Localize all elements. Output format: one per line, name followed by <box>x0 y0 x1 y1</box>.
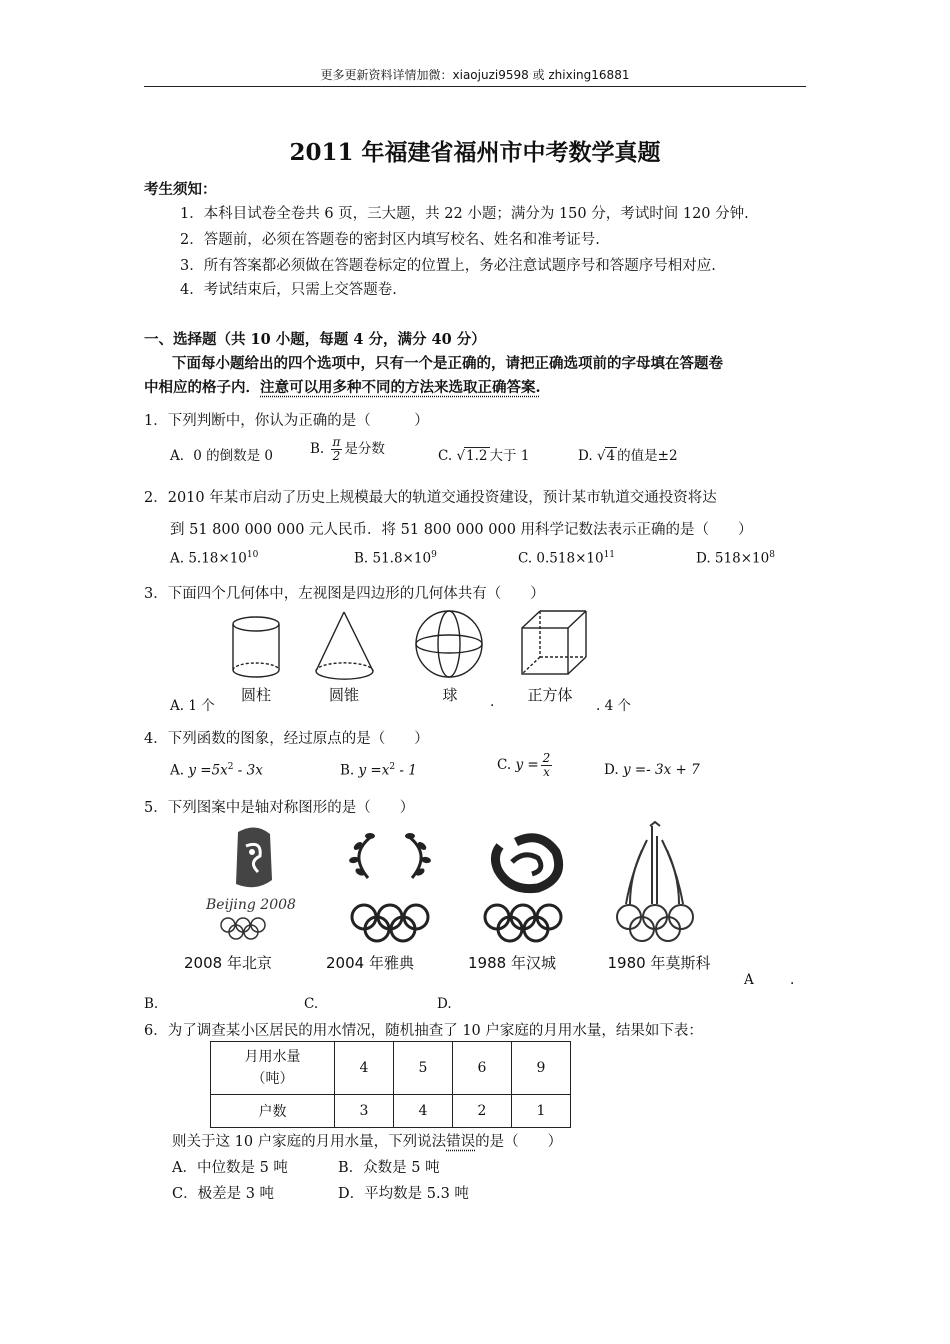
q1-c-text: 大于 1 <box>489 448 530 464</box>
q4-c-label: C. <box>497 757 512 773</box>
q3-caption-cone: 圆锥 <box>328 686 359 704</box>
q2-a-base: A. 5.18×10 <box>170 550 247 567</box>
q6-stem: 6．为了调查某小区居民的用水情况，随机抽查了 10 户家庭的月用水量，结果如下表： <box>144 1023 703 1039</box>
instruction-emphasis: 注意可以用多种不同的方法来选取正确答案. <box>260 379 541 396</box>
q3-stray-dot: . <box>490 694 495 710</box>
q6-option-c: C．极差是 3 吨 <box>172 1186 275 1202</box>
q1-d-label: D. <box>578 448 593 464</box>
q4-c-lhs: y = <box>515 757 539 773</box>
table-header-usage-line2: （吨） <box>251 1071 294 1087</box>
notice-item-1: 1．本科目试卷全卷共 6 页，三大题，共 22 小题；满分为 150 分，考试时间 120 分钟. <box>180 206 749 222</box>
beijing-2008-emblem <box>205 827 296 939</box>
radical-sign: √ <box>596 448 606 464</box>
q6-question <box>172 1130 562 1151</box>
q5-option-d: D. <box>437 996 452 1012</box>
q4-c-numerator: 2 <box>542 751 551 765</box>
q2-d-exponent: 8 <box>769 550 775 560</box>
table-header-usage <box>211 1042 335 1095</box>
q6-question-pre: 则关于这 10 户家庭的月用水量，下列说法 <box>172 1134 447 1150</box>
q2-line1: 2．2010 年某市启动了历史上规模最大的轨道交通投资建设，预计某市轨道交通投资将达 <box>144 490 717 506</box>
q5-option-a: A <box>744 972 754 988</box>
q4-d-expr: y =- 3x + 7 <box>622 762 700 778</box>
q6-question-emphasis: 错误 <box>446 1134 476 1150</box>
athens-2004-emblem <box>349 833 432 941</box>
table-cell: 6 <box>453 1042 512 1095</box>
q4-stem: 4．下列函数的图象，经过原点的是（ ） <box>144 731 429 747</box>
table-row <box>211 1095 571 1128</box>
q5-option-a-dot: . <box>790 972 795 988</box>
q4-b-label: B. <box>340 762 355 779</box>
q3-caption-cylinder: 圆柱 <box>240 686 271 704</box>
table-row <box>211 1042 571 1095</box>
q1-option-a: A．0 的倒数是 0 <box>170 448 274 464</box>
table-cell: 4 <box>335 1042 394 1095</box>
q4-d-label: D. <box>604 762 619 778</box>
q3-option-a: A. 1 个 <box>170 698 215 714</box>
radical-sign: √ <box>456 448 466 464</box>
table-header-households: 户数 <box>211 1095 335 1128</box>
water-usage-table <box>210 1041 571 1128</box>
q1-d-text: 的值是±2 <box>617 448 678 464</box>
q3-stem: 3．下面四个几何体中，左视图是四边形的几何体共有（ ） <box>144 586 545 602</box>
q2-c-base: C. 0.518×10 <box>518 550 604 567</box>
q1-b-text: 是分数 <box>344 441 385 457</box>
notice-item-4: 4．考试结束后，只需上交答题卷. <box>180 282 397 298</box>
q6-option-b: B．众数是 5 吨 <box>338 1160 440 1176</box>
q3-option-d: . 4 个 <box>596 698 631 714</box>
q4-b-expr: y =x <box>358 762 390 779</box>
q1-c-radicand: 1.2 <box>466 448 488 464</box>
q4-a-expr: y =5x <box>188 762 228 779</box>
q4-b-exponent: 2 <box>389 762 396 772</box>
table-header-usage-line1: 月用水量 <box>244 1049 301 1065</box>
q2-a-exponent: 10 <box>246 550 259 560</box>
q3-caption-sphere: 球 <box>442 686 458 704</box>
q1-d-radicand: 4 <box>606 448 616 464</box>
q1-c-label: C. <box>438 448 453 464</box>
seoul-1988-emblem <box>485 838 561 941</box>
table-cell: 2 <box>453 1095 512 1128</box>
table-cell: 5 <box>394 1042 453 1095</box>
section1-instruction-line1: 下面每小题给出的四个选项中，只有一个是正确的，请把正确选项前的字母填在答题卷 <box>172 355 723 372</box>
q1-b-label: B. <box>310 441 325 457</box>
q4-a-label: A. <box>170 762 185 779</box>
q2-line2: 到 51 800 000 000 元人民币．将 51 800 000 000 用科学记数法表示正确的是（ ） <box>170 522 753 538</box>
notice-item-3: 3．所有答案都必须做在答题卷标定的位置上，务必注意试题序号和答题序号相对应. <box>180 258 716 274</box>
q5-caption-athens: 2004 年雅典 <box>326 954 414 972</box>
q3-caption-cube: 正方体 <box>527 686 573 704</box>
instruction-part-a: 中相应的格子内． <box>144 379 260 396</box>
table-cell: 1 <box>512 1095 571 1128</box>
q5-caption-moscow: 1980 年莫斯科 <box>607 954 711 972</box>
q4-c-denominator: x <box>543 765 550 779</box>
q1-b-numerator: π <box>332 435 341 449</box>
q5-stem: 5．下列图案中是轴对称图形的是（ ） <box>144 800 415 816</box>
q4-a-expr-tail: - 3x <box>233 762 263 779</box>
table-cell: 9 <box>512 1042 571 1095</box>
page-header: 更多更新资料详情加微：xiaojuzi9598 或 zhixing16881 <box>320 68 630 82</box>
q1-stem: 1．下列判断中，你认为正确的是（ ） <box>144 413 429 429</box>
q6-question-post: 的是（ ） <box>475 1134 563 1150</box>
q5-option-b: B. <box>144 996 159 1012</box>
q6-option-d: D．平均数是 5.3 吨 <box>338 1186 469 1202</box>
q4-b-expr-tail: - 1 <box>395 762 417 779</box>
q5-caption-seoul: 1988 年汉城 <box>468 954 556 972</box>
table-cell: 3 <box>335 1095 394 1128</box>
q2-d-base: D. 518×10 <box>696 550 770 567</box>
beijing-2008-wordmark: Beijing 2008 <box>206 897 296 913</box>
table-cell: 4 <box>394 1095 453 1128</box>
q2-b-exponent: 9 <box>431 550 437 560</box>
page-title: 2011 年福建省福州市中考数学真题 <box>289 139 661 166</box>
q1-b-denominator: 2 <box>332 449 341 463</box>
q6-option-a: A．中位数是 5 吨 <box>172 1160 288 1176</box>
moscow-1980-emblem <box>617 822 693 941</box>
section1-heading: 一、选择题（共 10 小题，每题 4 分，满分 40 分） <box>144 331 486 348</box>
q5-caption-beijing: 2008 年北京 <box>184 954 272 972</box>
notice-item-2: 2．答题前，必须在答题卷的密封区内填写校名、姓名和准考证号. <box>180 232 600 248</box>
q2-c-exponent: 11 <box>603 550 616 560</box>
q4-a-exponent: 2 <box>227 762 234 772</box>
q5-option-c: C. <box>304 996 319 1012</box>
q2-b-base: B. 51.8×10 <box>354 550 432 567</box>
notice-heading: 考生须知： <box>144 181 217 198</box>
